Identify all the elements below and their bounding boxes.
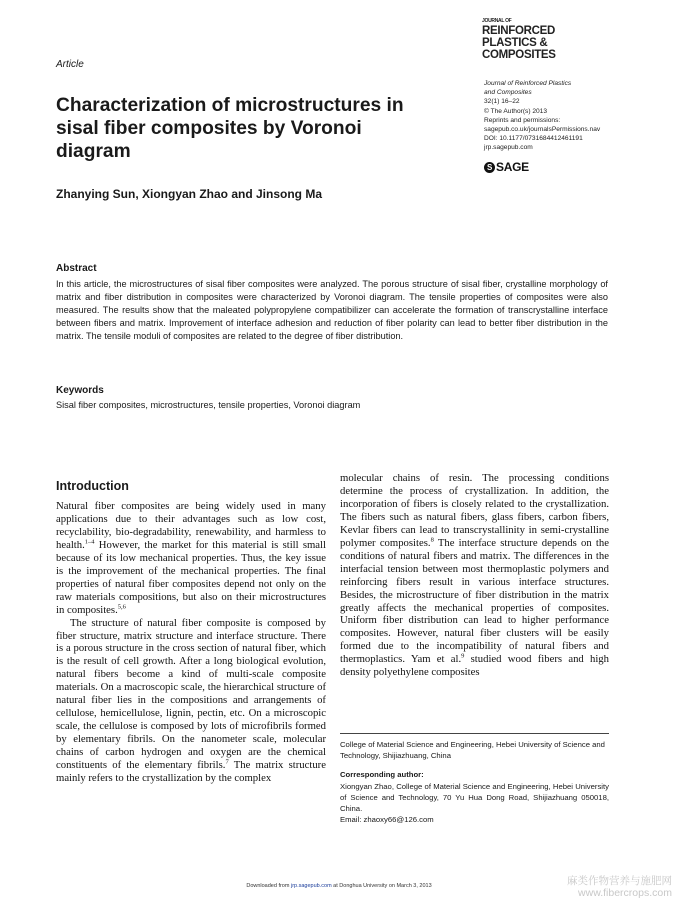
abstract-heading: Abstract (56, 263, 97, 274)
footer-text: Downloaded from (246, 883, 291, 889)
paragraph (56, 500, 326, 617)
citation[interactable]: 7 (225, 758, 229, 766)
journal-logo (482, 18, 592, 61)
paragraph (340, 472, 609, 679)
journal-logo-line: COMPOSITES (482, 48, 556, 62)
text-run: Natural fiber composites are being widely used in many applications due to their advantages such as low cost, recyclability, bio-degradability, renewability, and harmless to health. (56, 500, 326, 551)
citation[interactable]: 5,6 (117, 603, 126, 611)
keywords-text: Sisal fiber composites, microstructures, tensile properties, Voronoi diagram (56, 400, 361, 410)
volume-pages: 32(1) 16–22 (484, 98, 520, 106)
copyright: © The Author(s) 2013 (484, 107, 548, 115)
watermark-line: www.fibercrops.com (578, 887, 672, 899)
paper-title: Characterization of microstructures in sisal fiber composites by Voronoi diagram (56, 95, 404, 162)
publisher-logo (484, 160, 529, 174)
footnote-divider (340, 733, 609, 734)
watermark (567, 875, 672, 899)
watermark-line: 麻类作物营养与施肥网 (567, 875, 672, 887)
journal-logo-line: JOURNAL OF (482, 18, 512, 24)
corresponding-author-heading: Corresponding author: (340, 770, 424, 779)
email[interactable]: Email: zhaoxy66@126.com (340, 815, 434, 824)
journal-site[interactable]: jrp.sagepub.com (484, 144, 533, 152)
body-column-right (340, 472, 609, 679)
citation[interactable]: 9 (461, 652, 465, 660)
journal-logo-line: REINFORCED (482, 24, 556, 38)
citation[interactable]: 1–4 (84, 538, 95, 546)
reprints-url[interactable]: sagepub.co.uk/journalsPermissions.nav (484, 126, 601, 134)
text-run: molecular chains of resin. The processing conditions determine the process of crystallization. In addition, the incorporation of fibers is closely related to the crystallization. The fibers such as natural fibers, glass fibers, carbon fibers, Kevlar fibers can lead to transcrystallinity in semi-crystalline polymer composites. (340, 472, 609, 549)
text-run: studied wood fibers and high density polyethylene composites (340, 653, 609, 679)
journal-metadata (484, 79, 644, 153)
paragraph (56, 617, 326, 785)
body-column-left (56, 500, 326, 785)
introduction-heading: Introduction (56, 479, 129, 493)
text-run: The matrix structure mainly refers to the crystallization by the complex (56, 759, 326, 785)
journal-name: Journal of Reinforced Plastics (484, 80, 572, 87)
journal-name: and Composites (484, 89, 532, 97)
affiliation: College of Material Science and Engineering, Hebei University of Science and Technology, Shijiazhuang, China (340, 740, 605, 760)
corresponding-author-address: Xiongyan Zhao, College of Material Science and Engineering, Hebei University of Science and Technology, 70 Yu Hua Dong Road, Shijiazhuang 050018, China. (340, 782, 609, 813)
journal-logo-line: PLASTICS & (482, 36, 548, 50)
text-run: However, the market for this material is still small because of its low mechanical properties. Thus, the key issue is the improvement of the mechanical properties. The final properties of natural fiber composites depend not only on the raw materials compositions, but also on their microstructures in composites. (56, 538, 326, 616)
article-type-label: Article (56, 59, 84, 70)
text-run: The interface structure depends on the conditions of natural fibers and matrix. The differences in the interfacial tension between most thermoplastic polymers and reinforcing fibers result in various interface structures. Besides, the microstructure of fiber distribution in the matrix greatly affects the mechanical properties of composites. Uniform fiber distribution can lead to higher performance composites. However, natural fiber clusters will be easily formed due to the incompatibility of natural fibers and thermoplastics. Yam et al. (340, 536, 609, 666)
footer-text: at Donghua University on March 3, 2013 (331, 883, 432, 889)
author-list: Zhanying Sun, Xiongyan Zhao and Jinsong Ma (56, 187, 323, 201)
text-run: The structure of natural fiber composite is composed by fiber structure, matrix structure and interface structure. There is a porous structure in the cross section of natural fiber, which is the result of cell growth. After a long biological evolution, natural fibers become a kind of multi-scale composite materials. On a macroscopic scale, the hierarchical structure of natural fiber lies in the compositions and arrangements of cellulose, hemicellulose, lignin, pectin, etc. On a microscopic scale, the cellulose is composed by lots of microfibrils formed by elementary fibrils. On the nanometer scale, molecular chains of carbon hydrogen and oxygen are the chemical constituents of the elementary fibrils. (56, 616, 326, 772)
publisher-name: SAGE (496, 160, 529, 174)
doi[interactable]: DOI: 10.1177/0731684412461191 (484, 135, 583, 143)
keywords-heading: Keywords (56, 385, 104, 396)
corresponding-author-details (340, 781, 609, 825)
abstract-text: In this article, the microstructures of sisal fiber composites were analyzed. The porous structure of sisal fiber, crystalline morphology of matrix and fiber distribution in composites were characterized by Voronoi diagram. The tensile properties of composites were also measured. The results show that the maleated polypropylene compatibilizer can accelerate the formation of transcrystalline interface between fibers and matrix. Improvement of interface adhesion and reduction of fiber polarity can lead to better fiber distribution in the matrix. The tensile moduli of composites are related to the degree of fiber distribution. (56, 279, 608, 341)
reprints-label: Reprints and permissions: (484, 116, 561, 124)
citation[interactable]: 8 (430, 536, 434, 544)
sage-logo-icon: S (484, 162, 495, 173)
footer-link[interactable]: jrp.sagepub.com (290, 883, 332, 889)
